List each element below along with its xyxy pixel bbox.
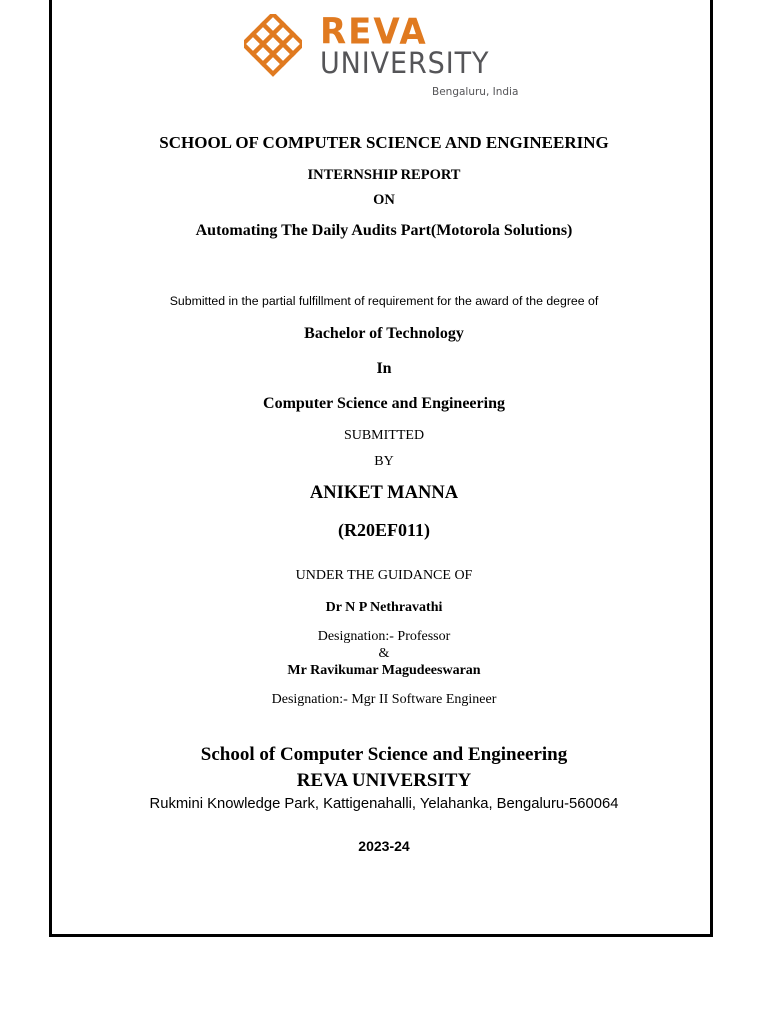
guidance-heading: UNDER THE GUIDANCE OF — [295, 568, 473, 583]
degree-name: Bachelor of Technology — [304, 325, 464, 342]
guide1-designation: Designation:- Professor — [317, 629, 451, 644]
guide-ampersand: & — [378, 646, 390, 661]
footer-university: REVA UNIVERSITY — [296, 770, 472, 791]
report-type: INTERNSHIP REPORT — [307, 167, 461, 183]
footer-school: School of Computer Science and Engineering — [200, 744, 568, 765]
logo-location: Bengaluru, India — [432, 86, 519, 98]
submission-note: Submitted in the partial fulfillment of requirement for the award of the degree of — [169, 294, 599, 308]
student-usn: (R20EF011) — [338, 520, 430, 540]
discipline: Computer Science and Engineering — [263, 395, 505, 412]
logo-name-top: REVA — [320, 10, 428, 53]
by-label: BY — [374, 454, 394, 469]
logo-name-bottom: UNIVERSITY — [320, 46, 490, 80]
university-logo — [244, 10, 534, 104]
student-name: ANIKET MANNA — [309, 483, 459, 503]
report-on: ON — [373, 192, 395, 208]
endless-knot-icon — [244, 14, 302, 78]
guide2-designation: Designation:- Mgr II Software Engineer — [271, 692, 497, 707]
submitted-label: SUBMITTED — [343, 428, 425, 443]
project-title: Automating The Daily Audits Part(Motorola Solutions) — [195, 222, 573, 239]
degree-in: In — [376, 360, 392, 377]
footer-address: Rukmini Knowledge Park, Kattigenahalli, Yelahanka, Bengaluru-560064 — [149, 796, 619, 812]
footer-year: 2023-24 — [358, 838, 410, 854]
guide2-name: Mr Ravikumar Magudeeswaran — [287, 663, 481, 678]
guide1-name: Dr N P Nethravathi — [325, 600, 443, 615]
school-heading: SCHOOL OF COMPUTER SCIENCE AND ENGINEERING — [159, 133, 609, 152]
